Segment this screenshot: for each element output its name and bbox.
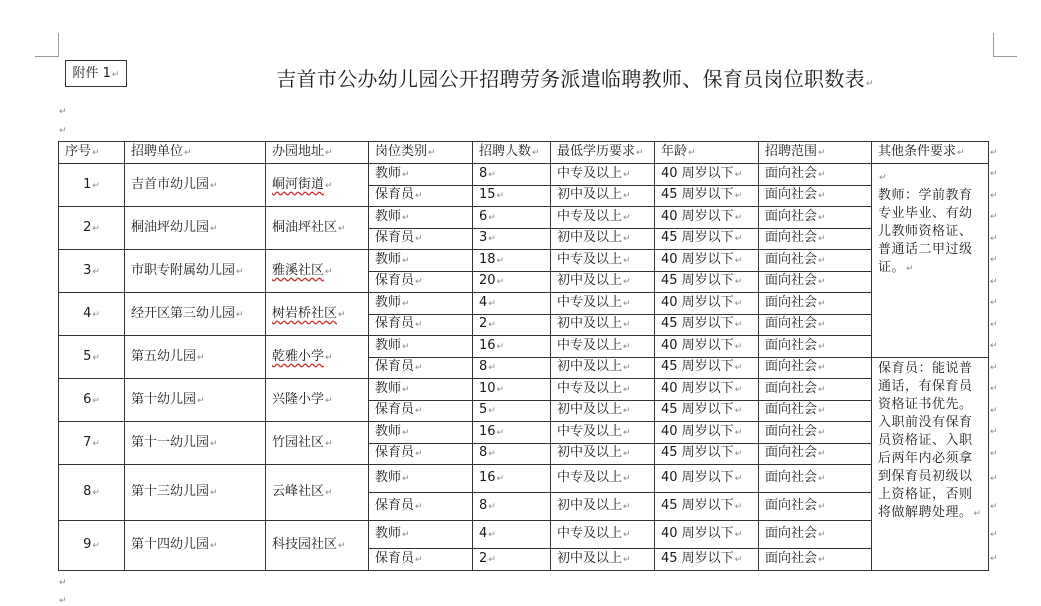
unit-cell: 第十幼儿园↵ <box>125 379 266 422</box>
count-cell: 16↵ <box>473 336 551 358</box>
paragraph-mark-icon: ↵ <box>734 384 743 395</box>
seq-cell: 9↵ <box>59 521 125 571</box>
category-cell: 保育员↵ <box>369 549 473 571</box>
paragraph-mark-icon: ↵ <box>496 427 505 438</box>
paragraph-mark-icon: ↵ <box>818 212 826 223</box>
paragraph-mark-icon: ↵ <box>488 530 496 540</box>
scope-cell: 面向社会↵ <box>759 549 872 571</box>
scope-cell: 面向社会↵ <box>759 314 872 336</box>
end-of-row-mark-icon: ↵ <box>990 190 998 201</box>
address-cell: 树岩桥社区↵ <box>266 293 369 336</box>
paragraph-mark-icon: ↵ <box>623 530 631 540</box>
paragraph-mark-icon: ↵ <box>623 169 631 180</box>
paragraph-mark-icon: ↵ <box>818 255 826 266</box>
paragraph-mark-icon: ↵ <box>488 298 496 309</box>
category-cell: 保育员↵ <box>369 443 473 465</box>
age-cell: 40 周岁以下↵ <box>655 293 759 315</box>
scope-cell: 面向社会↵ <box>759 164 872 186</box>
seq-cell: 1↵ <box>59 164 125 207</box>
paragraph-mark-icon: ↵ <box>734 277 743 288</box>
scope-cell: 面向社会↵ <box>759 493 872 521</box>
paragraph-mark-icon: ↵ <box>818 474 826 484</box>
paragraph-mark-icon: ↵ <box>623 298 631 309</box>
table-row <box>59 465 989 493</box>
paragraph-mark-icon: ↵ <box>111 70 120 80</box>
attachment-label: 附件 1↵ <box>65 60 127 87</box>
paragraph-mark-icon: ↵ <box>734 427 743 438</box>
header-other: 其他条件要求↵ <box>872 142 989 164</box>
paragraph-mark-icon: ↵ <box>325 488 333 498</box>
paragraph-mark-icon: ↵ <box>59 578 67 588</box>
address-cell: 兴隆小学↵ <box>266 379 369 422</box>
paragraph-mark-icon: ↵ <box>496 255 505 266</box>
paragraph-mark-icon: ↵ <box>415 234 423 245</box>
age-cell: 45 周岁以下↵ <box>655 357 759 379</box>
paragraph-mark-icon: ↵ <box>415 554 423 565</box>
unit-cell: 吉首市幼儿园↵ <box>125 164 266 207</box>
category-cell: 保育员↵ <box>369 357 473 379</box>
paragraph-mark-icon: ↵ <box>488 502 496 512</box>
paragraph-mark-icon: ↵ <box>415 363 423 374</box>
paragraph-mark-icon: ↵ <box>688 148 696 158</box>
count-cell: 16↵ <box>473 422 551 444</box>
paragraph-mark-icon: ↵ <box>488 320 496 331</box>
count-cell: 2↵ <box>473 549 551 571</box>
scope-cell: 面向社会↵ <box>759 521 872 549</box>
seq-cell: 8↵ <box>59 465 125 521</box>
table-row <box>59 422 989 444</box>
education-cell: 初中及以上↵ <box>551 400 655 422</box>
paragraph-mark-icon: ↵ <box>818 298 826 309</box>
paragraph-mark-icon: ↵ <box>402 384 410 395</box>
crop-mark-tr-v <box>993 33 994 57</box>
education-cell: 初中及以上↵ <box>551 271 655 293</box>
paragraph-mark-icon: ↵ <box>623 341 631 352</box>
age-cell: 40 周岁以下↵ <box>655 164 759 186</box>
address-cell: 峒河街道↵ <box>266 164 369 207</box>
table-row <box>59 164 989 186</box>
paragraph-mark-icon: ↵ <box>818 530 826 540</box>
unit-cell: 桐油坪幼儿园↵ <box>125 207 266 250</box>
end-of-row-mark-icon: ↵ <box>990 362 998 373</box>
paragraph-mark-icon: ↵ <box>496 277 505 288</box>
end-of-row-mark-icon: ↵ <box>990 501 998 512</box>
end-of-row-mark-icon: ↵ <box>990 473 998 484</box>
header-seq: 序号↵ <box>59 142 125 164</box>
end-of-row-mark-icon: ↵ <box>990 212 998 223</box>
paragraph-mark-icon: ↵ <box>402 298 410 309</box>
paragraph-mark-icon: ↵ <box>325 438 333 449</box>
end-of-row-mark-icon: ↵ <box>990 448 998 459</box>
category-cell: 保育员↵ <box>369 185 473 207</box>
education-cell: 中专及以上↵ <box>551 207 655 229</box>
end-of-row-mark-icon: ↵ <box>990 427 998 438</box>
paragraph-mark-icon: ↵ <box>496 474 505 484</box>
paragraph-mark-icon: ↵ <box>623 277 631 288</box>
seq-cell: 2↵ <box>59 207 125 250</box>
category-cell: 教师↵ <box>369 336 473 358</box>
paragraph-mark-icon: ↵ <box>92 352 100 363</box>
unit-cell: 第十四幼儿园↵ <box>125 521 266 571</box>
crop-mark-tl-v <box>58 33 59 57</box>
paragraph-mark-icon: ↵ <box>325 395 333 406</box>
paragraph-mark-icon: ↵ <box>210 223 218 234</box>
scope-cell: 面向社会↵ <box>759 357 872 379</box>
paragraph-mark-icon: ↵ <box>496 341 505 352</box>
scope-cell: 面向社会↵ <box>759 422 872 444</box>
end-of-row-mark-icon: ↵ <box>990 341 998 352</box>
paragraph-mark-icon: ↵ <box>734 169 743 180</box>
address-cell: 桐油坪社区↵ <box>266 207 369 250</box>
count-cell: 15↵ <box>473 185 551 207</box>
paragraph-mark-icon: ↵ <box>734 554 743 565</box>
paragraph-mark-icon: ↵ <box>488 234 496 245</box>
seq-cell: 6↵ <box>59 379 125 422</box>
paragraph-mark-icon: ↵ <box>184 148 192 158</box>
age-cell: 40 周岁以下↵ <box>655 250 759 272</box>
count-cell: 6↵ <box>473 207 551 229</box>
table-row <box>59 521 989 549</box>
paragraph-mark-icon: ↵ <box>734 255 743 266</box>
paragraph-mark-icon: ↵ <box>402 212 410 223</box>
crop-mark-tl-h <box>35 56 59 57</box>
end-of-row-mark-icon: ↵ <box>990 255 998 266</box>
header-scope: 招聘范围↵ <box>759 142 872 164</box>
count-cell: 8↵ <box>473 357 551 379</box>
education-cell: 初中及以上↵ <box>551 228 655 250</box>
paragraph-mark-icon: ↵ <box>402 255 410 266</box>
table-row <box>59 293 989 315</box>
count-cell: 8↵ <box>473 443 551 465</box>
education-cell: 初中及以上↵ <box>551 549 655 571</box>
education-cell: 初中及以上↵ <box>551 357 655 379</box>
age-cell: 40 周岁以下↵ <box>655 207 759 229</box>
paragraph-mark-icon: ↵ <box>210 438 218 449</box>
paragraph-mark-icon: ↵ <box>623 449 631 460</box>
scope-cell: 面向社会↵ <box>759 207 872 229</box>
table-header-row <box>59 142 989 164</box>
scope-cell: 面向社会↵ <box>759 443 872 465</box>
table-row <box>59 207 989 229</box>
age-cell: 45 周岁以下↵ <box>655 400 759 422</box>
paragraph-mark-icon: ↵ <box>402 169 410 180</box>
seq-cell: 7↵ <box>59 422 125 465</box>
paragraph-mark-icon: ↵ <box>623 320 631 331</box>
paragraph-mark-icon: ↵ <box>734 530 743 540</box>
paragraph-mark-icon: ↵ <box>734 191 743 202</box>
paragraph-mark-icon: ↵ <box>906 264 915 274</box>
paragraph-mark-icon: ↵ <box>236 266 244 277</box>
paragraph-mark-icon: ↵ <box>818 406 826 417</box>
paragraph-mark-icon: ↵ <box>59 596 67 606</box>
paragraph-mark-icon: ↵ <box>415 406 423 417</box>
header-category: 岗位类别↵ <box>369 142 473 164</box>
education-cell: 中专及以上↵ <box>551 379 655 401</box>
paragraph-mark-icon: ↵ <box>338 309 346 320</box>
category-cell: 保育员↵ <box>369 271 473 293</box>
paragraph-mark-icon: ↵ <box>818 191 826 202</box>
paragraph-mark-icon: ↵ <box>402 530 410 540</box>
paragraph-mark-icon: ↵ <box>734 298 743 309</box>
unit-cell: 经开区第三幼儿园↵ <box>125 293 266 336</box>
paragraph-mark-icon: ↵ <box>92 488 100 498</box>
paragraph-mark-icon: ↵ <box>818 502 826 512</box>
paragraph-mark-icon: ↵ <box>59 107 67 117</box>
paragraph-mark-icon: ↵ <box>338 540 346 551</box>
paragraph-mark-icon: ↵ <box>818 277 826 288</box>
unit-cell: 第五幼儿园↵ <box>125 336 266 379</box>
end-of-row-mark-icon: ↵ <box>990 554 998 565</box>
age-cell: 45 周岁以下↵ <box>655 228 759 250</box>
paragraph-mark-icon: ↵ <box>818 341 826 352</box>
education-cell: 初中及以上↵ <box>551 493 655 521</box>
age-cell: 40 周岁以下↵ <box>655 336 759 358</box>
paragraph-mark-icon: ↵ <box>488 406 496 417</box>
paragraph-mark-icon: ↵ <box>488 449 496 460</box>
paragraph-mark-icon: ↵ <box>734 502 743 512</box>
end-of-row-mark-icon: ↵ <box>990 169 998 180</box>
paragraph-mark-icon: ↵ <box>210 488 218 498</box>
end-of-row-mark-icon: ↵ <box>990 298 998 309</box>
paragraph-mark-icon: ↵ <box>92 395 100 406</box>
paragraph-mark-icon: ↵ <box>734 212 743 223</box>
category-cell: 教师↵ <box>369 207 473 229</box>
category-cell: 教师↵ <box>369 465 473 493</box>
category-cell: 教师↵ <box>369 164 473 186</box>
paragraph-mark-icon: ↵ <box>428 148 436 158</box>
address-cell: 云峰社区↵ <box>266 465 369 521</box>
paragraph-mark-icon: ↵ <box>402 474 410 484</box>
end-of-row-mark-icon: ↵ <box>990 147 998 158</box>
age-cell: 45 周岁以下↵ <box>655 271 759 293</box>
seq-cell: 4↵ <box>59 293 125 336</box>
scope-cell: 面向社会↵ <box>759 465 872 493</box>
paragraph-mark-icon: ↵ <box>488 212 496 223</box>
seq-cell: 5↵ <box>59 336 125 379</box>
paragraph-mark-icon: ↵ <box>92 540 100 551</box>
header-count: 招聘人数↵ <box>473 142 551 164</box>
document-title: 吉首市公办幼儿园公开招聘劳务派遣临聘教师、保育员岗位职数表↵ <box>276 67 874 91</box>
paragraph-mark-icon: ↵ <box>623 212 631 223</box>
paragraph-mark-icon: ↵ <box>496 191 505 202</box>
paragraph-mark-icon: ↵ <box>415 449 423 460</box>
category-cell: 保育员↵ <box>369 228 473 250</box>
paragraph-mark-icon: ↵ <box>92 223 100 234</box>
count-cell: 8↵ <box>473 164 551 186</box>
paragraph-mark-icon: ↵ <box>92 266 100 277</box>
address-cell: 竹园社区↵ <box>266 422 369 465</box>
count-cell: 20↵ <box>473 271 551 293</box>
paragraph-mark-icon: ↵ <box>92 438 100 449</box>
paragraph-mark-icon: ↵ <box>623 427 631 438</box>
education-cell: 初中及以上↵ <box>551 314 655 336</box>
unit-cell: 第十三幼儿园↵ <box>125 465 266 521</box>
paragraph-mark-icon: ↵ <box>402 341 410 352</box>
paragraph-mark-icon: ↵ <box>818 363 826 374</box>
paragraph-mark-icon: ↵ <box>623 234 631 245</box>
age-cell: 45 周岁以下↵ <box>655 443 759 465</box>
count-cell: 4↵ <box>473 293 551 315</box>
paragraph-mark-icon: ↵ <box>623 384 631 395</box>
paragraph-mark-icon: ↵ <box>973 508 982 519</box>
paragraph-mark-icon: ↵ <box>734 406 743 417</box>
paragraph-mark-icon: ↵ <box>325 352 333 363</box>
paragraph-mark-icon: ↵ <box>415 277 423 288</box>
header-unit: 招聘单位↵ <box>125 142 266 164</box>
paragraph-mark-icon: ↵ <box>818 427 826 438</box>
count-cell: 8↵ <box>473 493 551 521</box>
paragraph-mark-icon: ↵ <box>734 234 743 245</box>
paragraph-mark-icon: ↵ <box>197 395 205 406</box>
education-cell: 初中及以上↵ <box>551 443 655 465</box>
header-age: 年龄↵ <box>655 142 759 164</box>
education-cell: 中专及以上↵ <box>551 465 655 493</box>
paragraph-mark-icon: ↵ <box>532 148 540 158</box>
count-cell: 4↵ <box>473 521 551 549</box>
table-row <box>59 336 989 358</box>
paragraph-mark-icon: ↵ <box>488 169 496 180</box>
count-cell: 3↵ <box>473 228 551 250</box>
paragraph-mark-icon: ↵ <box>92 180 100 191</box>
unit-cell: 第十一幼儿园↵ <box>125 422 266 465</box>
paragraph-mark-icon: ↵ <box>210 180 218 191</box>
paragraph-mark-icon: ↵ <box>957 148 965 158</box>
unit-cell: 市职专附属幼儿园↵ <box>125 250 266 293</box>
category-cell: 教师↵ <box>369 293 473 315</box>
paragraph-mark-icon: ↵ <box>879 173 888 183</box>
paragraph-mark-icon: ↵ <box>734 341 743 352</box>
age-cell: 45 周岁以下↵ <box>655 314 759 336</box>
paragraph-mark-icon: ↵ <box>338 223 346 234</box>
paragraph-mark-icon: ↵ <box>402 427 410 438</box>
age-cell: 40 周岁以下↵ <box>655 465 759 493</box>
notes-caregiver-cell: 保育员：能说普通话，有保育员资格证书优先。入职前没有保育员资格证、入职后两年内必须拿到保育员初级以上资格证，否则将做解聘处理。↵ <box>872 357 989 570</box>
count-cell: 18↵ <box>473 250 551 272</box>
paragraph-mark-icon: ↵ <box>325 266 333 277</box>
paragraph-mark-icon: ↵ <box>488 554 496 565</box>
paragraph-mark-icon: ↵ <box>865 79 874 89</box>
category-cell: 教师↵ <box>369 422 473 444</box>
category-cell: 教师↵ <box>369 250 473 272</box>
address-cell: 乾雅小学↵ <box>266 336 369 379</box>
end-of-row-mark-icon: ↵ <box>990 233 998 244</box>
age-cell: 40 周岁以下↵ <box>655 379 759 401</box>
count-cell: 10↵ <box>473 379 551 401</box>
paragraph-mark-icon: ↵ <box>623 502 631 512</box>
notes-teacher-cell: ↵ 教师：学前教育专业毕业、有幼儿教师资格证、普通话二甲过级证。↵ <box>872 164 989 358</box>
paragraph-mark-icon: ↵ <box>197 352 205 363</box>
count-cell: 16↵ <box>473 465 551 493</box>
age-cell: 45 周岁以下↵ <box>655 493 759 521</box>
education-cell: 中专及以上↵ <box>551 250 655 272</box>
paragraph-mark-icon: ↵ <box>636 148 644 158</box>
scope-cell: 面向社会↵ <box>759 293 872 315</box>
paragraph-mark-icon: ↵ <box>623 255 631 266</box>
end-of-row-mark-icon: ↵ <box>990 384 998 395</box>
paragraph-mark-icon: ↵ <box>734 474 743 484</box>
category-cell: 教师↵ <box>369 379 473 401</box>
end-of-row-mark-icon: ↵ <box>990 405 998 416</box>
end-of-row-mark-icon: ↵ <box>990 529 998 540</box>
address-cell: 雅溪社区↵ <box>266 250 369 293</box>
paragraph-mark-icon: ↵ <box>734 363 743 374</box>
paragraph-mark-icon: ↵ <box>623 406 631 417</box>
header-education: 最低学历要求↵ <box>551 142 655 164</box>
paragraph-mark-icon: ↵ <box>415 320 423 331</box>
education-cell: 初中及以上↵ <box>551 185 655 207</box>
paragraph-mark-icon: ↵ <box>818 384 826 395</box>
paragraph-mark-icon: ↵ <box>818 554 826 565</box>
category-cell: 保育员↵ <box>369 493 473 521</box>
table-row <box>59 379 989 401</box>
paragraph-mark-icon: ↵ <box>623 474 631 484</box>
paragraph-mark-icon: ↵ <box>236 309 244 320</box>
paragraph-mark-icon: ↵ <box>415 191 423 202</box>
paragraph-mark-icon: ↵ <box>325 148 333 158</box>
end-of-row-mark-icon: ↵ <box>990 276 998 287</box>
education-cell: 中专及以上↵ <box>551 164 655 186</box>
paragraph-mark-icon: ↵ <box>818 148 826 158</box>
paragraph-mark-icon: ↵ <box>818 234 826 245</box>
paragraph-mark-icon: ↵ <box>59 126 67 136</box>
table-row <box>59 250 989 272</box>
paragraph-mark-icon: ↵ <box>488 363 496 374</box>
age-cell: 40 周岁以下↵ <box>655 422 759 444</box>
scope-cell: 面向社会↵ <box>759 400 872 422</box>
count-cell: 5↵ <box>473 400 551 422</box>
paragraph-mark-icon: ↵ <box>623 191 631 202</box>
seq-cell: 3↵ <box>59 250 125 293</box>
scope-cell: 面向社会↵ <box>759 228 872 250</box>
paragraph-mark-icon: ↵ <box>496 384 505 395</box>
scope-cell: 面向社会↵ <box>759 185 872 207</box>
paragraph-mark-icon: ↵ <box>734 320 743 331</box>
crop-mark-tr-h <box>993 56 1017 57</box>
header-address: 办园地址↵ <box>266 142 369 164</box>
address-cell: 科技园社区↵ <box>266 521 369 571</box>
paragraph-mark-icon: ↵ <box>818 320 826 331</box>
scope-cell: 面向社会↵ <box>759 271 872 293</box>
education-cell: 中专及以上↵ <box>551 521 655 549</box>
scope-cell: 面向社会↵ <box>759 379 872 401</box>
paragraph-mark-icon: ↵ <box>415 502 423 512</box>
paragraph-mark-icon: ↵ <box>623 554 631 565</box>
paragraph-mark-icon: ↵ <box>325 180 333 191</box>
paragraph-mark-icon: ↵ <box>818 169 826 180</box>
age-cell: 45 周岁以下↵ <box>655 549 759 571</box>
education-cell: 中专及以上↵ <box>551 422 655 444</box>
category-cell: 保育员↵ <box>369 400 473 422</box>
paragraph-mark-icon: ↵ <box>734 449 743 460</box>
paragraph-mark-icon: ↵ <box>92 309 100 320</box>
count-cell: 2↵ <box>473 314 551 336</box>
paragraph-mark-icon: ↵ <box>623 363 631 374</box>
positions-table <box>58 141 989 571</box>
paragraph-mark-icon: ↵ <box>210 540 218 551</box>
category-cell: 保育员↵ <box>369 314 473 336</box>
scope-cell: 面向社会↵ <box>759 336 872 358</box>
paragraph-mark-icon: ↵ <box>818 449 826 460</box>
education-cell: 中专及以上↵ <box>551 293 655 315</box>
education-cell: 中专及以上↵ <box>551 336 655 358</box>
end-of-row-mark-icon: ↵ <box>990 319 998 330</box>
paragraph-mark-icon: ↵ <box>92 148 100 158</box>
age-cell: 45 周岁以下↵ <box>655 185 759 207</box>
age-cell: 40 周岁以下↵ <box>655 521 759 549</box>
scope-cell: 面向社会↵ <box>759 250 872 272</box>
category-cell: 教师↵ <box>369 521 473 549</box>
